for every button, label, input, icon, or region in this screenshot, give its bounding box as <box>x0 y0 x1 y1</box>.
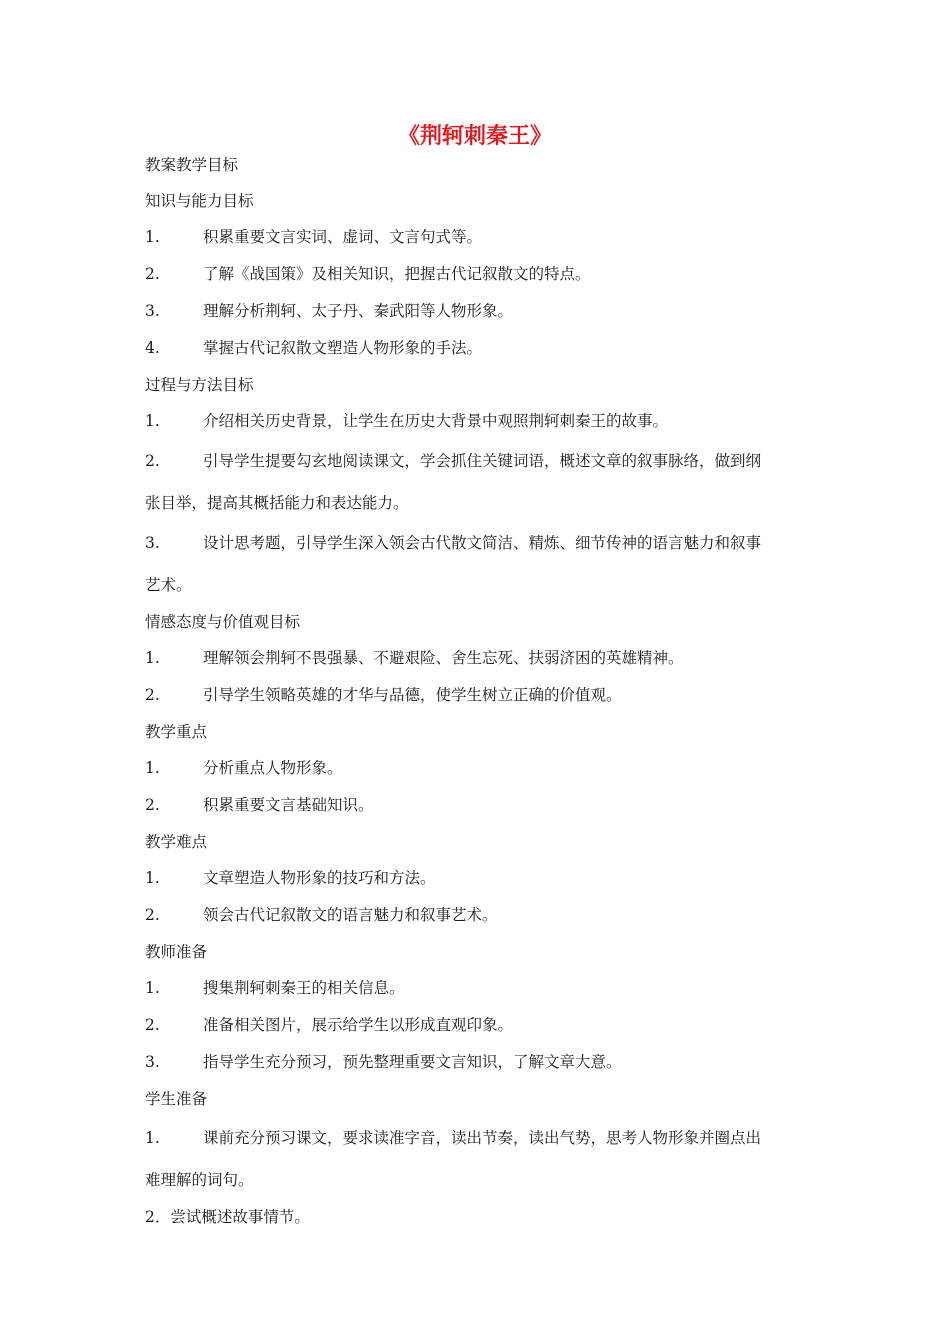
list-item-text: 领会古代记叙散文的语言魅力和叙事艺术。 <box>203 906 498 924</box>
list-item-continuation: 张目举，提高其概括能力和表达能力。 <box>145 494 409 512</box>
list-item-text: 理解领会荆轲不畏强暴、不避艰险、舍生忘死、扶弱济困的英雄精神。 <box>203 649 684 667</box>
list-item-text: 积累重要文言基础知识。 <box>203 796 374 814</box>
section-heading: 情感态度与价值观目标 <box>145 613 301 631</box>
list-item-text: 课前充分预习课文，要求读准字音，读出节奏，读出气势，思考人物形象并圈点出 <box>203 1129 762 1147</box>
list-item <box>145 522 815 606</box>
list-item <box>145 970 815 1007</box>
list-item <box>145 1007 815 1044</box>
section-heading: 知识与能力目标 <box>145 192 254 210</box>
section-heading: 过程与方法目标 <box>145 376 254 394</box>
list-item-number: 1. <box>145 649 160 667</box>
list-item-text: 搜集荆轲刺秦王的相关信息。 <box>203 979 405 997</box>
list-item-number: 3. <box>145 1053 160 1071</box>
list-item-number: 4. <box>145 339 160 357</box>
section-heading: 教学难点 <box>145 833 208 851</box>
list-item-number: 2. <box>145 796 160 814</box>
section-heading: 学生准备 <box>145 1090 208 1108</box>
list-item-number: 2. <box>145 686 160 704</box>
document-body <box>145 147 815 1236</box>
list-item-text: 引导学生领略英雄的才华与品德，使学生树立正确的价值观。 <box>203 686 622 704</box>
list-item <box>145 860 815 897</box>
list-item-number: 3. <box>145 302 160 320</box>
list-item-number: 1. <box>145 979 160 997</box>
list-item-continuation: 艺术。 <box>145 576 192 594</box>
list-item <box>145 1044 815 1081</box>
list-item-text: 分析重点人物形象。 <box>203 759 343 777</box>
list-item-number: 1. <box>145 412 160 430</box>
section-heading: 教学重点 <box>145 723 208 741</box>
list-item-number: 2. <box>145 1016 160 1034</box>
list-item <box>145 897 815 934</box>
list-item-text: 介绍相关历史背景，让学生在历史大背景中观照荆轲刺秦王的故事。 <box>203 412 669 430</box>
list-item <box>145 787 815 824</box>
list-item-text: 准备相关图片，展示给学生以形成直观印象。 <box>203 1016 514 1034</box>
list-item-number: 1. <box>145 1129 160 1147</box>
list-item-number: 2． <box>145 1208 171 1226</box>
list-item <box>145 1117 815 1201</box>
list-item-continuation: 难理解的词句。 <box>145 1171 254 1189</box>
list-item <box>145 677 815 714</box>
list-item-number: 1. <box>145 228 160 246</box>
list-item-text: 设计思考题，引导学生深入领会古代散文简洁、精炼、细节传神的语言魅力和叙事 <box>203 534 762 552</box>
list-item <box>145 1199 815 1236</box>
list-item-text: 文章塑造人物形象的技巧和方法。 <box>203 869 436 887</box>
list-item-number: 3. <box>145 534 160 552</box>
list-item-number: 2. <box>145 265 160 283</box>
list-item-number: 1. <box>145 869 160 887</box>
list-item-text: 指导学生充分预习，预先整理重要文言知识，了解文章大意。 <box>203 1053 622 1071</box>
list-item <box>145 440 815 524</box>
list-item <box>145 256 815 293</box>
list-item-number: 2. <box>145 452 160 470</box>
list-item-number: 2. <box>145 906 160 924</box>
section-heading: 教师准备 <box>145 943 208 961</box>
section-heading: 教案教学目标 <box>145 156 239 174</box>
list-item <box>145 403 815 440</box>
list-item <box>145 219 815 256</box>
list-item <box>145 293 815 330</box>
document-title: 《荆轲刺秦王》 <box>397 124 552 149</box>
list-item-text: 尝试概述故事情节。 <box>170 1208 310 1226</box>
list-item <box>145 330 815 367</box>
list-item-text: 掌握古代记叙散文塑造人物形象的手法。 <box>203 339 483 357</box>
list-item-text: 积累重要文言实词、虚词、文言句式等。 <box>203 228 483 246</box>
list-item-number: 1. <box>145 759 160 777</box>
list-item <box>145 750 815 787</box>
list-item <box>145 640 815 677</box>
list-item-text: 理解分析荆轲、太子丹、秦武阳等人物形象。 <box>203 302 514 320</box>
list-item-text: 了解《战国策》及相关知识，把握古代记叙散文的特点。 <box>203 265 591 283</box>
list-item-text: 引导学生提要勾玄地阅读课文，学会抓住关键词语，概述文章的叙事脉络，做到纲 <box>203 452 762 470</box>
